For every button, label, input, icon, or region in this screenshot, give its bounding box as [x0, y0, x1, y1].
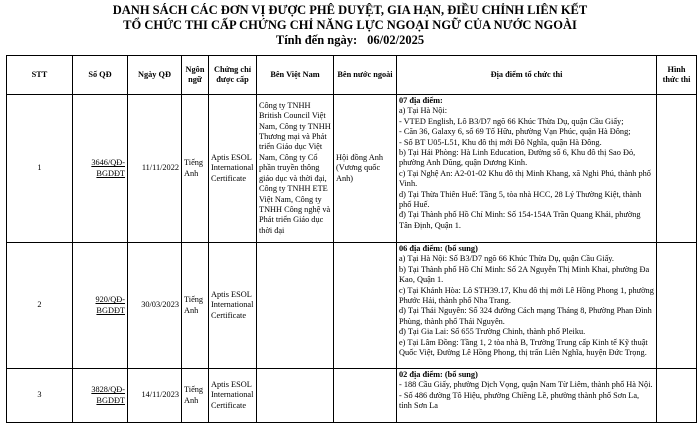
cell-stt: 1: [7, 95, 73, 243]
decision-link[interactable]: 3828/QĐ-BGDĐT: [91, 385, 125, 405]
table-row: [7, 95, 697, 243]
col-header-ben-viet-nam: Bên Việt Nam: [257, 56, 334, 95]
cell-stt: 3: [7, 369, 73, 423]
places-title: 06 địa điểm: (bổ sung): [399, 244, 478, 253]
cell-chung-chi: Aptis ESOL International Certificate: [209, 369, 257, 423]
cell-dia-diem: [397, 95, 657, 243]
col-header-hinh-thuc: Hình thức thi: [657, 56, 697, 95]
col-header-stt: STT: [7, 56, 73, 95]
places-title: 07 địa điểm:: [399, 96, 443, 105]
date-label: Tính đến ngày:: [275, 33, 358, 47]
place-item: - Số BT U05-L51, Khu đô thị mới Đô Nghĩa, quận Hà Đông.: [399, 137, 602, 147]
cell-ngay-qd: 11/11/2022: [128, 95, 182, 243]
cell-hinh-thuc: [657, 243, 697, 369]
cell-stt: 2: [7, 243, 73, 369]
place-item: c) Tại Nghệ An: A2-01-02 Khu đô thị Minh Khang, xã Nghi Phú, thành phố Vinh.: [399, 168, 651, 189]
cell-so-qd[interactable]: [73, 369, 128, 423]
cell-ben-viet-nam: [257, 243, 334, 369]
date-value: 06/02/2025: [367, 33, 425, 47]
cell-hinh-thuc: [657, 369, 697, 423]
cell-ngay-qd: 14/11/2023: [128, 369, 182, 423]
place-item: c) Tại Khánh Hòa: Lô STH39.17, Khu đô thị mới Lê Hồng Phong 1, phường Phước Hải, thành phố Nha Trang.: [399, 285, 654, 306]
col-header-ngay-qd: Ngày QĐ: [128, 56, 182, 95]
col-header-ben-nuoc-ngoai: Bên nước ngoài: [334, 56, 397, 95]
col-header-so-qd: Số QĐ: [73, 56, 128, 95]
place-item: b) Tại Thành phố Hồ Chí Minh: Số 2A Nguyễn Thị Minh Khai, phường Đa Kao, Quận 1.: [399, 264, 650, 285]
cell-dia-diem: [397, 369, 657, 423]
col-header-ngon-ngu: Ngôn ngữ: [182, 56, 209, 95]
col-header-dia-diem: Địa điểm tổ chức thi: [397, 56, 657, 95]
cell-ben-viet-nam: [257, 369, 334, 423]
place-item: - 188 Cầu Giấy, phường Dịch Vọng, quận Nam Từ Liêm, thành phố Hà Nội.: [399, 380, 653, 390]
table-row: [7, 243, 697, 369]
cell-hinh-thuc: [657, 95, 697, 243]
decision-link[interactable]: 3646/QĐ-BGDĐT: [91, 158, 125, 178]
cell-ben-nuoc-ngoai: Hội đồng Anh (Vương quốc Anh): [334, 95, 397, 243]
cell-ngon-ngu: Tiếng Anh: [182, 95, 209, 243]
decision-link[interactable]: 920/QĐ-BGDĐT: [95, 295, 125, 315]
document-title-line-1: DANH SÁCH CÁC ĐƠN VỊ ĐƯỢC PHÊ DUYỆT, GIA HẠN, ĐIỀU CHỈNH LIÊN KẾT: [112, 3, 588, 17]
cell-chung-chi: Aptis ESOL International Certificate: [209, 95, 257, 243]
cell-ngon-ngu: Tiếng Anh: [182, 369, 209, 423]
place-item: b) Tại Hải Phòng: Hà Linh Education, Đường số 6, Khu đô thị Sao Đỏ, phường Anh Dũng, quận Dương Kinh.: [399, 148, 636, 168]
place-item: e) Tại Lâm Đồng: Tầng 1, 2 tòa nhà B, Trường Trung cấp Kinh tế Kỹ thuật Quốc Việt, Đường Lê Hồng Phong, thị trấn Liên Nghĩa, huyện Đức Trọng.: [399, 337, 648, 358]
col-header-chung-chi: Chứng chỉ được cấp: [209, 56, 257, 95]
place-item: đ) Tại Gia Lai: Số 655 Trường Chinh, thành phố Pleiku.: [399, 327, 586, 337]
cell-so-qd[interactable]: [73, 95, 128, 243]
document-title-line-2: TỔ CHỨC THI CẤP CHỨNG CHỈ NĂNG LỰC NGOẠI NGỮ CỦA NƯỚC NGOÀI: [123, 18, 577, 32]
cell-ngay-qd: 30/03/2023: [128, 243, 182, 369]
cell-ben-nuoc-ngoai: [334, 243, 397, 369]
units-table: [6, 55, 697, 423]
place-item: - Số 486 đường Tô Hiệu, phường Chiềng Lề, phường thành phố Sơn La, tỉnh Sơn La: [399, 390, 640, 411]
place-item: đ) Tại Thành phố Hồ Chí Minh: Số 154-154A Trần Quang Khải, phường Tân Định, Quận 1.: [399, 210, 641, 230]
place-item: d) Tại Thái Nguyên: Số 324 đường Cách mạng Tháng 8, Phường Phan Đình Phùng, thành phố Thái Nguyên.: [399, 306, 652, 326]
place-item: - VTED English, Lô B3/D7 ngõ 66 Khúc Thừa Dụ, quận Cầu Giấy;: [399, 116, 624, 126]
cell-ngon-ngu: Tiếng Anh: [182, 243, 209, 369]
table-row: [7, 369, 697, 423]
place-item: a) Tại Hà Nội:: [399, 106, 447, 116]
cell-ben-nuoc-ngoai: [334, 369, 397, 423]
document-date-line: [0, 33, 700, 48]
place-item: a) Tại Hà Nội: Số B3/D7 ngõ 66 Khúc Thừa Dụ, quận Cầu Giấy.: [399, 254, 614, 264]
place-item: - Căn 36, Galaxy 6, số 69 Tố Hữu, phường Vạn Phúc, quận Hà Đông;: [399, 127, 631, 137]
places-title: 02 địa điểm: (bổ sung): [399, 370, 478, 379]
place-item: d) Tại Thừa Thiên Huế: Tầng 5, tòa nhà HCC, 28 Lý Thường Kiệt, thành phố Huế.: [399, 189, 642, 210]
table-header-row: [7, 56, 697, 95]
cell-dia-diem: [397, 243, 657, 369]
cell-ben-viet-nam: Công ty TNHH British Council Việt Nam, Công ty TNHH Thương mại và Phát triển Giáo dục Việt Nam, Công ty Cổ phần truyền thông giáo dục và thời đại, Công ty TNHH ETE Việt Nam, Công ty TNHH Công nghệ và Phát triển Giáo dục thời đại: [257, 95, 334, 243]
cell-chung-chi: Aptis ESOL International Certificate: [209, 243, 257, 369]
cell-so-qd[interactable]: [73, 243, 128, 369]
